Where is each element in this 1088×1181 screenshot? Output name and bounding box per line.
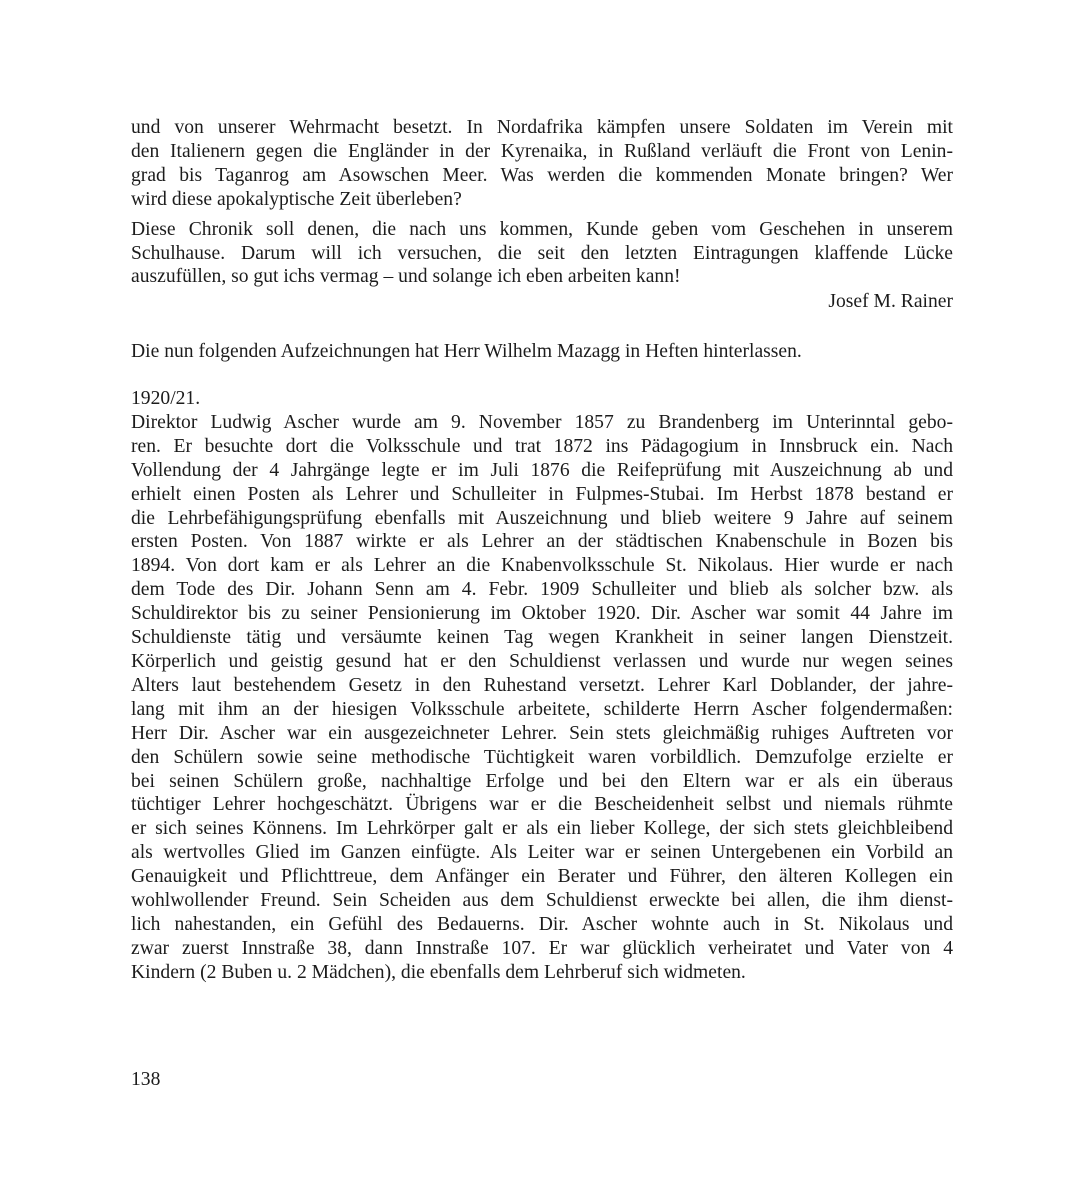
section-1920-21 [131,387,953,985]
text-line: ren. Er besuchte dort die Volksschule und trat 1872 ins Pädagogium in Innsbruck ein. Nach [131,435,953,457]
text-line: er sich seines Könnens. Im Lehrkörper galt er als ein lieber Kollege, der sich stets gleichbleibend [131,818,953,840]
intro-paragraph-1 [131,116,953,212]
page-number: 138 [131,1069,161,1090]
text-line: Schuldienste tätig und versäumte keinen Tag wegen Krankheit in seiner langen Dienstzeit. [131,627,953,649]
text-line: wohlwollender Freund. Sein Scheiden aus dem Schuldienst erweckte bei allen, die ihm dienst- [131,890,953,912]
text-line: auszufüllen, so gut ichs vermag – und solange ich eben arbeiten kann! [131,266,681,288]
text-line: wird diese apokalyptische Zeit überleben? [131,188,462,210]
text-line: als wertvolles Glied im Ganzen einfügte. Als Leiter war er seinen Untergebenen ein Vorbild an [131,842,953,864]
text-line: Herr Dir. Ascher war ein ausgezeichneter Lehrer. Sein stets gleichmäßig ruhiges Auftreten vor [131,722,953,744]
text-line: Schulhause. Darum will ich versuchen, die seit den letzten Eintragungen klaffende Lücke [131,242,953,264]
text-line: Körperlich und geistig gesund hat er den Schuldienst verlassen und wurde nur wegen seines [131,650,953,672]
text-line: den Italienern gegen die Engländer in der Kyrenaika, in Rußland verläuft die Front von Lenin- [131,140,953,162]
intro-block [131,116,953,289]
text-line: und von unserer Wehrmacht besetzt. In Nordafrika kämpfen unsere Soldaten im Verein mit [131,117,953,138]
text-line: lich nahestanden, ein Gefühl des Bedauerns. Dir. Ascher wohnte auch in St. Nikolaus und [131,913,953,935]
text-line: Alters laut bestehendem Gesetz in den Ruhestand versetzt. Lehrer Karl Doblander, der jahre- [131,674,953,696]
text-line: bei seinen Schülern große, nachhaltige Erfolge und bei den Eltern war er als ein überaus [131,770,953,792]
text-line: Diese Chronik soll denen, die nach uns kommen, Kunde geben vom Geschehen in unserem [131,218,953,240]
text-line: grad bis Taganrog am Asowschen Meer. Was werden die kommenden Monate bringen? Wer [131,164,953,186]
text-line: dem Tode des Dir. Johann Senn am 4. Febr. 1909 Schulleiter und blieb als solcher bzw. als [131,579,953,601]
text-line: die Lehrbefähigungsprüfung ebenfalls mit Auszeichnung und blieb weitere 9 Jahre auf seinem [131,507,953,529]
text-line: tüchtiger Lehrer hochgeschätzt. Übrigens war er die Bescheidenheit selbst und niemals rühmte [131,794,953,816]
signature: Josef M. Rainer [828,291,953,312]
text-line: den Schülern sowie seine methodische Tüchtigkeit waren vorbildlich. Demzufolge erzielte er [131,746,953,768]
text-line: erhielt einen Posten als Lehrer und Schulleiter in Fulpmes-Stubai. Im Herbst 1878 bestand er [131,483,953,505]
text-line: lang mit ihm an der hiesigen Volksschule arbeitete, schilderte Herrn Ascher folgendermaßen: [131,698,953,720]
section-year-heading: 1920/21. [131,388,201,409]
text-line: Vollendung der 4 Jahrgänge legte er im Juli 1876 die Reifeprüfung mit Auszeichnung ab und [131,459,953,481]
note-block [131,340,953,364]
text-line: zwar zuerst Innstraße 38, dann Innstraße 107. Er war glücklich verheiratet und Vater von 4 [131,937,953,959]
section-body [131,411,953,985]
text-line: Genauigkeit und Pflichttreue, dem Anfänger ein Berater und Führer, den älteren Kollegen ein [131,866,953,888]
text-line: Schuldirektor bis zu seiner Pensionierung im Oktober 1920. Dir. Ascher war somit 44 Jahre im [131,603,953,625]
note-text: Die nun folgenden Aufzeichnungen hat Herr Wilhelm Mazagg in Heften hinterlassen. [131,341,802,362]
text-line: Kindern (2 Buben u. 2 Mädchen), die ebenfalls dem Lehrberuf sich widmeten. [131,961,746,983]
text-line: 1894. Von dort kam er als Lehrer an die Knabenvolksschule St. Nikolaus. Hier wurde er nach [131,555,953,577]
text-line: ersten Posten. Von 1887 wirkte er als Lehrer an der städtischen Knabenschule in Bozen bis [131,531,953,553]
text-line: Direktor Ludwig Ascher wurde am 9. November 1857 zu Brandenberg im Unterinntal gebo- [131,411,953,433]
intro-paragraph-2 [131,218,953,290]
